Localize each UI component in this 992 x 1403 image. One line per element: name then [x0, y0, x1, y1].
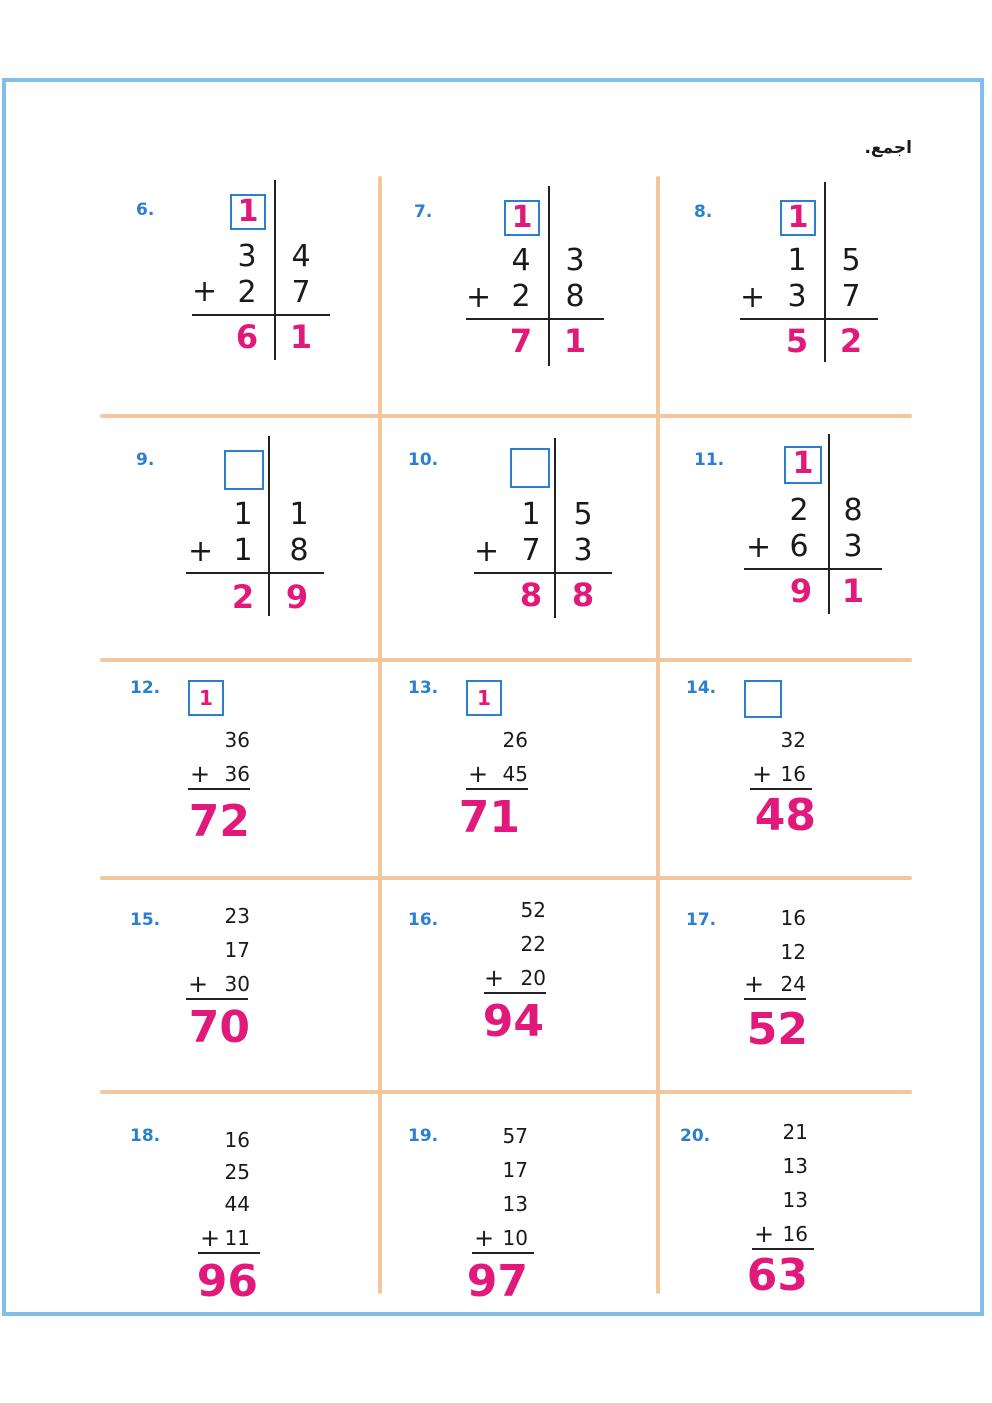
- digit: 7: [841, 279, 861, 314]
- plus-sign: +: [468, 760, 489, 788]
- digit: 8: [565, 279, 585, 314]
- addend: 20: [520, 966, 546, 990]
- digit: 3: [843, 529, 863, 564]
- sum: 52: [746, 1004, 808, 1055]
- sum: 63: [746, 1250, 808, 1301]
- problem-number: 15.: [130, 910, 161, 930]
- sum-line: [466, 788, 528, 790]
- problem-number: 20.: [680, 1126, 711, 1146]
- grid-line: [100, 876, 912, 880]
- answer-digit: 2: [839, 322, 863, 360]
- plus-sign: +: [484, 964, 505, 992]
- addend: 13: [782, 1154, 808, 1178]
- sum-line: [472, 1252, 534, 1254]
- digit: 2: [511, 279, 531, 314]
- addend: 36: [224, 762, 250, 786]
- digit: 1: [787, 243, 807, 278]
- digit: 8: [843, 493, 863, 528]
- problem-number: 10.: [408, 450, 439, 470]
- addend: 10: [502, 1226, 528, 1250]
- problem-number: 14.: [686, 678, 717, 698]
- digit: 3: [787, 279, 807, 314]
- place-divider: [548, 186, 550, 366]
- digit: 1: [233, 533, 253, 568]
- answer-digit: 1: [841, 572, 865, 610]
- addend: 26: [502, 728, 528, 752]
- plus-sign: +: [474, 534, 500, 569]
- digit: 5: [573, 497, 593, 532]
- answer-digit: 9: [789, 572, 813, 610]
- problem-number: 16.: [408, 910, 439, 930]
- sum: 96: [196, 1256, 258, 1307]
- carry-box[interactable]: [510, 448, 550, 488]
- plus-sign: +: [188, 970, 209, 998]
- sum: 70: [188, 1002, 250, 1053]
- problem-number: 9.: [136, 450, 155, 470]
- place-divider: [828, 434, 830, 614]
- sum: 72: [188, 796, 250, 847]
- sum-line: [466, 318, 604, 320]
- carry-box[interactable]: 1: [784, 446, 822, 484]
- addend: 32: [780, 728, 806, 752]
- answer-digit: 6: [235, 318, 259, 356]
- addend: 16: [782, 1222, 808, 1246]
- problem-number: 8.: [694, 202, 713, 222]
- digit: 3: [237, 239, 257, 274]
- carry-box[interactable]: [224, 450, 264, 490]
- answer-digit: 8: [519, 576, 543, 614]
- sum-line: [740, 318, 878, 320]
- grid-line: [100, 658, 912, 662]
- addend: 24: [780, 972, 806, 996]
- plus-sign: +: [754, 1220, 775, 1248]
- addend: 16: [224, 1128, 250, 1152]
- plus-sign: +: [190, 760, 211, 788]
- problem-number: 18.: [130, 1126, 161, 1146]
- sum: 71: [458, 792, 520, 843]
- addend: 52: [520, 898, 546, 922]
- addend: 21: [782, 1120, 808, 1144]
- addend: 45: [502, 762, 528, 786]
- digit: 8: [289, 533, 309, 568]
- carry-box[interactable]: 1: [188, 680, 224, 716]
- digit: 4: [291, 239, 311, 274]
- addend: 17: [502, 1158, 528, 1182]
- carry-box[interactable]: 1: [466, 680, 502, 716]
- grid-line: [100, 414, 912, 418]
- digit: 6: [789, 529, 809, 564]
- addend: 11: [224, 1226, 250, 1250]
- problem-number: 7.: [414, 202, 433, 222]
- digit: 2: [237, 275, 257, 310]
- digit: 1: [233, 497, 253, 532]
- sum-line: [192, 314, 330, 316]
- plus-sign: +: [188, 534, 214, 569]
- digit: 3: [565, 243, 585, 278]
- place-divider: [824, 182, 826, 362]
- problem-number: 11.: [694, 450, 725, 470]
- instruction-title: اجمع.: [864, 138, 912, 158]
- answer-digit: 7: [509, 322, 533, 360]
- carry-box[interactable]: 1: [230, 194, 266, 230]
- answer-digit: 1: [563, 322, 587, 360]
- plus-sign: +: [192, 274, 218, 309]
- sum-line: [744, 568, 882, 570]
- problem-number: 6.: [136, 200, 155, 220]
- digit: 3: [573, 533, 593, 568]
- addend: 44: [224, 1192, 250, 1216]
- addend: 13: [782, 1188, 808, 1212]
- sum-line: [744, 998, 806, 1000]
- digit: 5: [841, 243, 861, 278]
- answer-digit: 8: [571, 576, 595, 614]
- grid-line: [656, 176, 660, 1294]
- addend: 36: [224, 728, 250, 752]
- addend: 16: [780, 906, 806, 930]
- grid-line: [100, 1090, 912, 1094]
- answer-digit: 9: [285, 578, 309, 616]
- addend: 57: [502, 1124, 528, 1148]
- answer-digit: 1: [289, 318, 313, 356]
- addend: 25: [224, 1160, 250, 1184]
- plus-sign: +: [466, 280, 492, 315]
- carry-box[interactable]: 1: [780, 200, 816, 236]
- addend: 16: [780, 762, 806, 786]
- place-divider: [554, 438, 556, 618]
- addend: 12: [780, 940, 806, 964]
- carry-box[interactable]: 1: [504, 200, 540, 236]
- grid-line: [378, 176, 382, 1294]
- problem-number: 17.: [686, 910, 717, 930]
- addend: 13: [502, 1192, 528, 1216]
- sum-line: [484, 992, 546, 994]
- digit: 1: [289, 497, 309, 532]
- problem-number: 19.: [408, 1126, 439, 1146]
- sum-line: [198, 1252, 260, 1254]
- plus-sign: +: [740, 280, 766, 315]
- sum-line: [186, 572, 324, 574]
- plus-sign: +: [744, 970, 765, 998]
- plus-sign: +: [746, 530, 772, 565]
- answer-digit: 2: [231, 578, 255, 616]
- digit: 1: [521, 497, 541, 532]
- addend: 22: [520, 932, 546, 956]
- answer-digit: 5: [785, 322, 809, 360]
- addend: 30: [224, 972, 250, 996]
- digit: 2: [789, 493, 809, 528]
- sum-line: [188, 788, 250, 790]
- sum: 48: [754, 790, 816, 841]
- addend: 17: [224, 938, 250, 962]
- plus-sign: +: [200, 1224, 221, 1252]
- place-divider: [268, 436, 270, 616]
- sum: 97: [466, 1256, 528, 1307]
- digit: 7: [291, 275, 311, 310]
- digit: 7: [521, 533, 541, 568]
- sum-line: [186, 998, 248, 1000]
- addend: 23: [224, 904, 250, 928]
- sum: 94: [482, 996, 544, 1047]
- problem-number: 13.: [408, 678, 439, 698]
- place-divider: [274, 180, 276, 360]
- carry-box[interactable]: [744, 680, 782, 718]
- digit: 4: [511, 243, 531, 278]
- problem-number: 12.: [130, 678, 161, 698]
- plus-sign: +: [752, 760, 773, 788]
- plus-sign: +: [474, 1224, 495, 1252]
- sum-line: [474, 572, 612, 574]
